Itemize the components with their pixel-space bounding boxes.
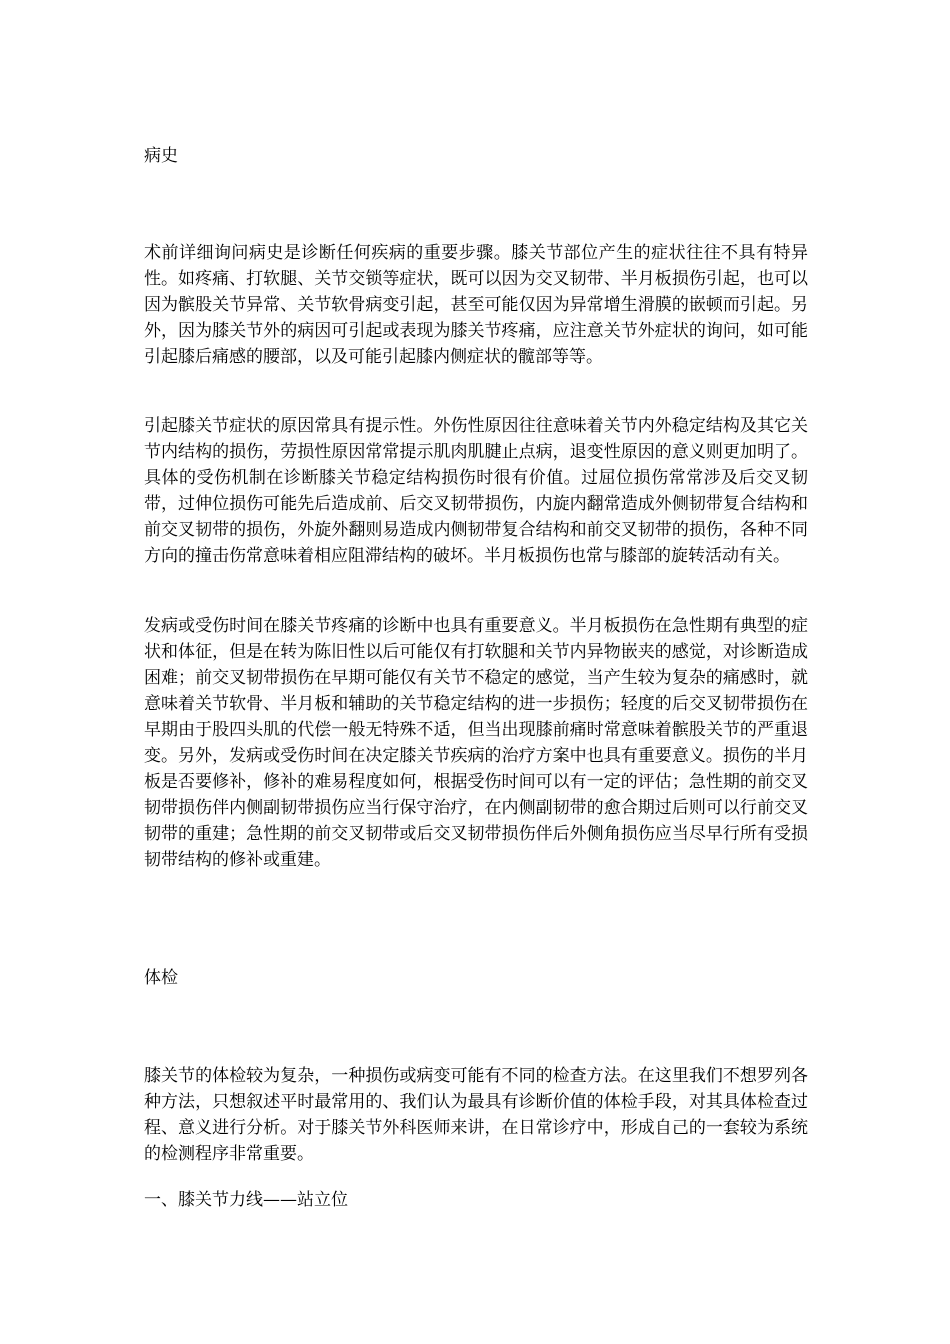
paragraph-history-intro: 术前详细询问病史是诊断任何疾病的重要步骤。膝关节部位产生的症状往往不具有特异性。如疼痛、打软腿、关节交锁等症状，既可以因为交叉韧带、半月板损伤引起，也可以因为髌股关节异常、关节软骨病变引起，甚至可能仅因为异常增生滑膜的嵌顿而引起。另外，因为膝关节外的病因可引起或表现为膝关节疼痛，应注意关节外症状的询问，如可能引起膝后痛感的腰部，以及可能引起膝内侧症状的髋部等等。	[144, 243, 808, 367]
section-heading-history: 病史	[144, 146, 178, 166]
subheading-alignment: 一、膝关节力线——站立位	[144, 1190, 348, 1210]
paragraph-injury-causes: 引起膝关节症状的原因常具有提示性。外伤性原因往往意味着关节内外稳定结构及其它关节内结构的损伤，劳损性原因常常提示肌肉肌腱止点病，退变性原因的意义则更加明了。具体的受伤机制在诊断膝关节稳定结构损伤时很有价值。过屈位损伤常常涉及后交叉韧带，过伸位损伤可能先后造成前、后交叉韧带损伤，内旋内翻常造成外侧韧带复合结构和前交叉韧带的损伤，外旋外翻则易造成内侧韧带复合结构和前交叉韧带的损伤，各种不同方向的撞击伤常意味着相应阻滞结构的破坏。半月板损伤也常与膝部的旋转活动有关。	[144, 416, 808, 566]
section-heading-exam: 体检	[144, 968, 178, 988]
paragraph-onset-time: 发病或受伤时间在膝关节疼痛的诊断中也具有重要意义。半月板损伤在急性期有典型的症状和体征，但是在转为陈旧性以后可能仅有打软腿和关节内异物嵌夹的感觉，对诊断造成困难；前交叉韧带损伤在早期可能仅有关节不稳定的感觉，当产生较为复杂的痛感时，就意味着关节软骨、半月板和辅助的关节稳定结构的进一步损伤；轻度的后交叉韧带损伤在早期由于股四头肌的代偿一般无特殊不适，但当出现膝前痛时常意味着髌股关节的严重退变。另外，发病或受伤时间在决定膝关节疾病的治疗方案中也具有重要意义。损伤的半月板是否要修补，修补的难易程度如何，根据受伤时间可以有一定的评估；急性期的前交叉韧带损伤伴内侧副韧带损伤应当行保守治疗，在内侧副韧带的愈合期过后则可以行前交叉韧带的重建；急性期的前交叉韧带或后交叉韧带损伤伴后外侧角损伤应当尽早行所有受损韧带结构的修补或重建。	[144, 616, 808, 870]
paragraph-exam-intro: 膝关节的体检较为复杂，一种损伤或病变可能有不同的检查方法。在这里我们不想罗列各种方法，只想叙述平时最常用的、我们认为最具有诊断价值的体检手段，对其具体检查过程、意义进行分析。对于膝关节外科医师来讲，在日常诊疗中，形成自己的一套较为系统的检测程序非常重要。	[144, 1066, 808, 1164]
